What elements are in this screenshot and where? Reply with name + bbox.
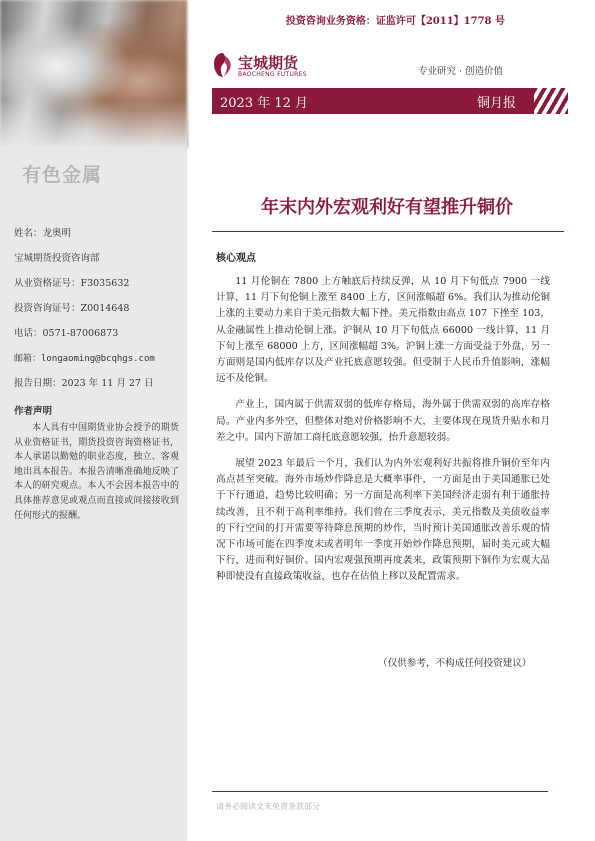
section-title: 核心观点 [216,253,256,264]
report-headline: 年末内外宏观利好有望推升铜价 [261,197,513,218]
analyst-name: 姓名：龙奥明 [14,228,72,239]
disclaimer: （仅供参考，不构成任何投资建议） [378,658,532,669]
email-link[interactable]: 邮箱：longaoming@bcqhgs.com [14,354,155,364]
slogan: 专业研究 · 创造价值 [418,66,504,77]
report-body [216,274,550,596]
footer-rule [212,791,548,792]
company-logo [212,52,322,82]
footer-note: 请务必阅读文末免责条款部分 [216,802,320,811]
license-header: 投资咨询业务资格：证监许可【2011】1778 号 [285,16,505,27]
declaration-text: 本人具有中国期货业协会授予的期货从业资格证书，期货投资咨询资格证书，本人承诺以勤勉的职业态度，独立、客观地出具本报告。本报告清晰准确地反映了本人的研究观点。本人不会因本报告中的具体推荐意见或观点而直接或间接接收到任何形式的报酬。 [14,423,179,521]
advisor-number: 投资咨询证号：Z0014648 [14,303,130,314]
department: 宝城期货投资咨询部 [14,253,100,264]
paragraph-1: 11 月伦铜在 7800 上方触底后持续反弹，从 10 月下旬低点 7900 一线计算，11 月下旬伦铜上涨至 8400 上方，区间涨幅超 6%。我们认为推动伦铜上涨的主要动力来自于美元指数大幅下挫。美元指数由高点 107 下挫至 103，从金融属性上推动伦铜上涨。沪铜从 10 月下旬低点 66000 一线计算，11 月下旬上涨至 68000 上方，区间涨幅超 3%。沪铜上涨一方面受益于外盘，另一方面则是国内低库存以及产业托底意愿较强。但受制于人民币升值影响，涨幅远不及伦铜。 [216,276,550,385]
banner-report-type: 铜月报 [476,96,516,111]
report-date: 报告日期：2023 年 11 月 27 日 [14,378,154,389]
analyst-info [14,226,179,523]
license-number: 从业资格证号：F3035632 [14,278,130,289]
declaration-title: 作者声明 [14,406,53,417]
photo-fade [0,100,187,150]
paragraph-3: 展望 2023 年最后一个月，我们认为内外宏观利好共振将推升铜价至年内高点甚至突破。海外市场炒作降息是大概率事件，一方面是由于美国通胀已处于下行通道，趋势比较明确；另一方面是高利率下美国经济走弱有利于通胀持续改善，且不利于高利率维持。我们曾在三季度表示，美元指数及美债收益率的下行空间的打开需要等待降息预期的炒作，当时预计美国通胀改善乐观的情况下市场可能在四季度末或者明年一季度开始炒作降息预期，届时美元或大幅下行，进而利好铜价。国内宏观强预期再度袭来，政策预期下铜作为宏观大品种即使没有直接政策收益，也存在估值上移以及配置需求。 [216,458,550,583]
headline-rule [212,231,564,232]
logo-chinese: 宝城期货 [238,54,299,72]
category-label: 有色金属 [22,164,103,186]
logo-english: BAOCHENG FUTURES [238,71,307,78]
sidebar [0,0,187,841]
banner-date: 2023 年 12 月 [220,96,309,111]
banner-stripes [524,88,568,114]
phone: 电话：0571-87006873 [14,328,119,339]
paragraph-2: 产业上，国内属于供需双弱的低库存格局，海外属于供需双弱的高库存格局。产业内多外空，但整体对绝对价格影响不大，主要体现在现货升贴水和月差之中。国内下游加工商托底意愿较强，抬升意愿较弱。 [216,399,550,443]
report-banner [212,88,534,114]
logo-mark-icon [212,52,234,78]
